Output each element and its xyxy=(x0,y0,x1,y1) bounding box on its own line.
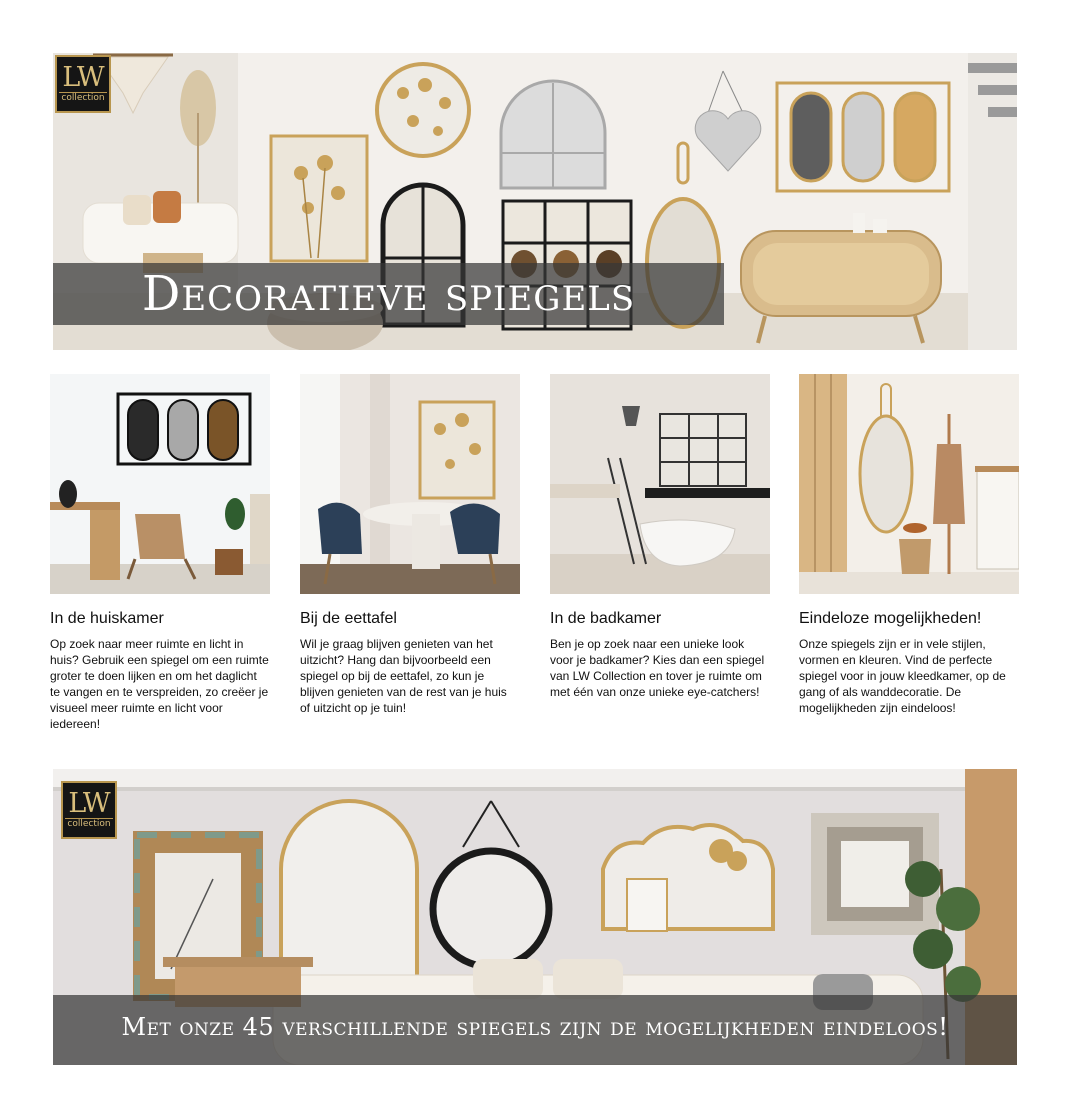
staircase xyxy=(968,53,1017,350)
tile-living-room xyxy=(50,374,270,732)
top-banner-title: Decoratieve spiegels xyxy=(53,263,724,325)
tile-bathroom xyxy=(550,374,770,700)
tile-heading: Eindeloze mogelijkheden! xyxy=(799,610,982,627)
bathroom-photo xyxy=(550,374,770,594)
tile-endless-options xyxy=(799,374,1019,716)
living-room-photo xyxy=(50,374,270,594)
round-flower-mirror xyxy=(377,64,469,156)
bottom-banner-title: Met onze 45 verschillende spiegels zijn de mogelijkheden eindeloos! xyxy=(53,995,1017,1065)
logo-collection-text: collection xyxy=(67,819,111,829)
logo-lw-text: LW xyxy=(68,788,110,819)
tile-heading: Bij de eettafel xyxy=(300,610,397,627)
arched-window-mirror xyxy=(501,81,605,188)
dressing-room-photo xyxy=(799,374,1019,594)
bottom-hero-banner xyxy=(53,769,1017,1065)
tile-dining-table xyxy=(300,374,520,716)
lw-collection-logo xyxy=(61,781,117,839)
lw-collection-logo xyxy=(55,55,111,113)
tile-text: Wil je graag blijven genieten van het uitzicht? Hang dan bijvoorbeeld een spiegel op bij de eettafel, zo kun je blijven genieten van de rest van je huis of uitzicht op je tuin! xyxy=(300,637,507,715)
tile-heading: In de huiskamer xyxy=(50,610,164,627)
tile-text: Op zoek naar meer ruimte en licht in huis? Gebruik een spiegel om een ruimte groter te doen lijken en om het daglicht te vangen en te verspreiden, zo creëer je visueel meer ruimte en licht voor iedereen! xyxy=(50,637,269,731)
logo-collection-text: collection xyxy=(61,93,105,103)
top-hero-banner xyxy=(53,53,1017,350)
dining-room-photo xyxy=(300,374,520,594)
tile-text: Ben je op zoek naar een unieke look voor je badkamer? Kies dan een spiegel van LW Collection en tover je ruimte om met één van onze unieke eye-catchers! xyxy=(550,637,765,699)
gold-flower-wall-art xyxy=(271,136,367,261)
tile-text: Onze spiegels zijn er in vele stijlen, vormen en kleuren. Vind de perfecte spiegel voor in jouw kleedkamer, op de gang of als wanddecoratie. De mogelijkheden zijn eindeloos! xyxy=(799,637,1006,715)
triple-oval-mirror xyxy=(777,83,949,191)
tile-heading: In de badkamer xyxy=(550,610,662,627)
white-sofa xyxy=(83,191,238,273)
logo-lw-text: LW xyxy=(62,62,104,93)
